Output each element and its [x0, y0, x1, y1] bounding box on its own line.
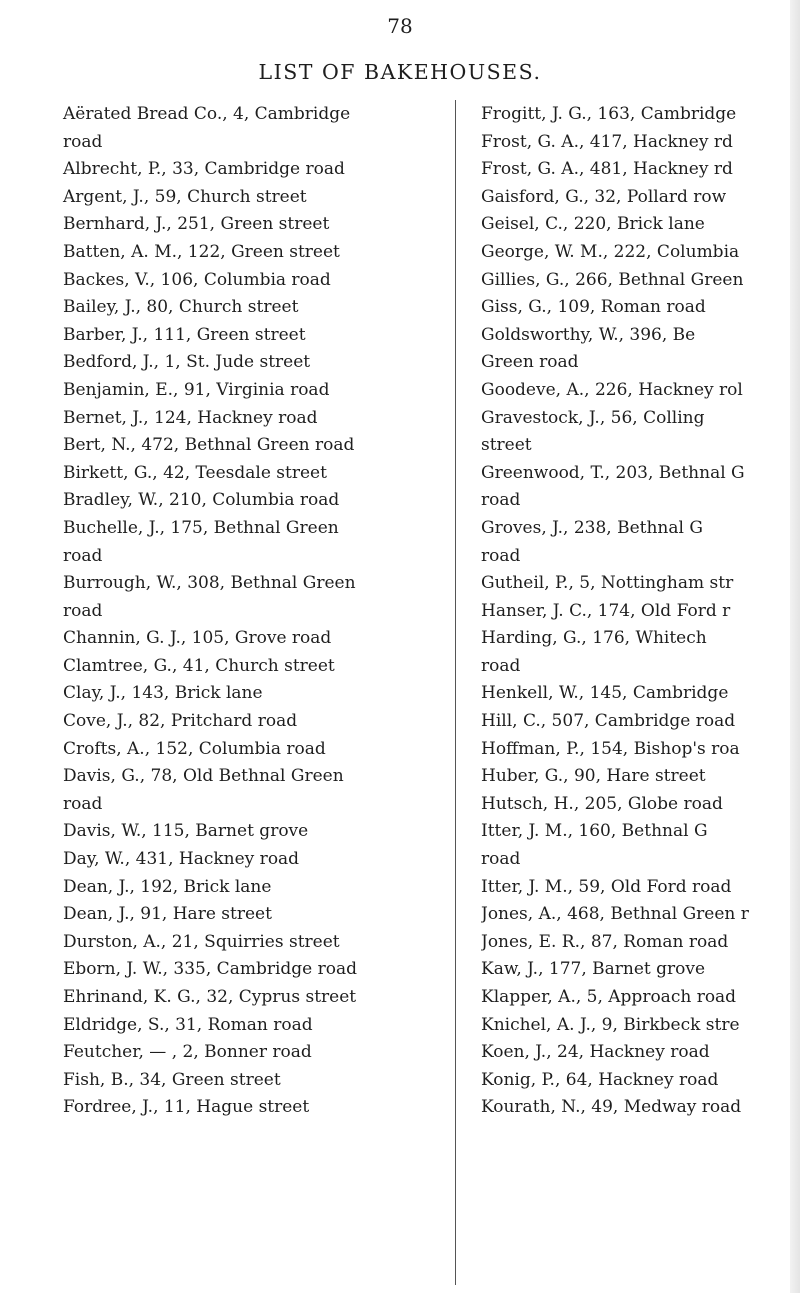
bakehouse-entry: [481, 184, 800, 212]
entry-line: Greenwood, T., 203, Bethnal G: [481, 462, 745, 483]
bakehouse-entry: [63, 1094, 443, 1122]
entry-line: Ehrinand, K. G., 32, Cyprus street: [63, 987, 357, 1007]
entry-line: Feutcher, — , 2, Bonner road: [63, 1042, 312, 1063]
bakehouse-entry: [63, 763, 443, 818]
entry-continuation: road: [63, 131, 103, 152]
bakehouse-entry: [63, 1012, 443, 1040]
entry-line: Goldsworthy, W., 396, Be: [481, 324, 696, 345]
entry-line: Barber, J., 111, Green street: [63, 324, 306, 345]
entry-line: Gravestock, J., 56, Colling: [481, 407, 705, 428]
bakehouse-entry: [63, 101, 443, 156]
entry-continuation: Green road: [481, 352, 579, 373]
entry-line: Hoffman, P., 154, Bishop's roa: [481, 738, 740, 759]
entry-line: Bailey, J., 80, Church street: [63, 297, 299, 318]
bakehouse-entry: [63, 570, 443, 625]
entry-line: Itter, J. M., 59, Old Ford road: [481, 876, 732, 897]
entry-continuation: road: [63, 793, 103, 814]
entry-line: Buchelle, J., 175, Bethnal Green: [63, 517, 339, 538]
entry-line: Backes, V., 106, Columbia road: [63, 269, 331, 290]
page-edge-shadow: [790, 0, 800, 1293]
bakehouse-entry: [63, 184, 443, 212]
bakehouse-entry: [63, 405, 443, 433]
bakehouse-entry: [481, 598, 800, 626]
bakehouse-entry: [63, 377, 443, 405]
bakehouse-entry: [481, 156, 800, 184]
entry-line: Day, W., 431, Hackney road: [63, 849, 300, 870]
column-divider: [455, 100, 456, 1285]
bakehouse-entry: [481, 294, 800, 322]
entry-line: Kourath, N., 49, Medway road: [481, 1097, 742, 1118]
entry-line: Gutheil, P., 5, Nottingham str: [481, 573, 734, 594]
entry-line: Bernet, J., 124, Hackney road: [63, 407, 318, 428]
bakehouse-entry: [63, 239, 443, 267]
bakehouse-entry: [481, 708, 800, 736]
bakehouse-entry: [63, 874, 443, 902]
entry-line: Fordree, J., 11, Hague street: [63, 1097, 310, 1118]
bakehouse-entry: [63, 818, 443, 846]
bakehouse-entry: [63, 708, 443, 736]
entry-line: Birkett, G., 42, Teesdale street: [63, 462, 327, 483]
bakehouse-entry: [63, 349, 443, 377]
entry-line: Fish, B., 34, Green street: [63, 1069, 281, 1090]
bakehouse-entry: [481, 818, 800, 873]
entry-line: Hutsch, H., 205, Globe road: [481, 793, 723, 814]
bakehouse-entry: [481, 1039, 800, 1067]
entry-line: Klapper, A., 5, Approach road: [481, 987, 737, 1007]
entry-line: Eldridge, S., 31, Roman road: [63, 1014, 313, 1035]
entry-line: Hanser, J. C., 174, Old Ford r: [481, 600, 731, 621]
entry-line: Knichel, A. J., 9, Birkbeck stre: [481, 1014, 740, 1035]
entry-line: Geisel, C., 220, Brick lane: [481, 214, 705, 235]
entry-line: Harding, G., 176, Whitech: [481, 628, 707, 649]
bakehouse-entry: [481, 405, 800, 460]
entry-line: Cove, J., 82, Pritchard road: [63, 711, 298, 732]
bakehouse-entry: [63, 901, 443, 929]
entry-continuation: street: [481, 435, 532, 456]
bakehouse-entry: [63, 680, 443, 708]
bakehouse-entry: [63, 929, 443, 957]
entry-line: Crofts, A., 152, Columbia road: [63, 738, 326, 759]
bakehouse-entry: [481, 956, 800, 984]
bakehouse-entry: [481, 680, 800, 708]
bakehouse-entry: [481, 874, 800, 902]
bakehouse-entry: [481, 570, 800, 598]
bakehouse-entry: [63, 653, 443, 681]
page-title: LIST OF BAKEHOUSES.: [258, 60, 542, 84]
entry-continuation: road: [63, 600, 103, 621]
bakehouse-entry: [63, 432, 443, 460]
bakehouse-entry: [63, 736, 443, 764]
entry-line: Burrough, W., 308, Bethnal Green: [63, 573, 356, 594]
entry-line: Eborn, J. W., 335, Cambridge road: [63, 959, 357, 980]
entry-line: Batten, A. M., 122, Green street: [63, 241, 340, 262]
entry-line: Giss, G., 109, Roman road: [481, 297, 706, 318]
bakehouse-entry: [63, 487, 443, 515]
bakehouse-entry: [63, 322, 443, 350]
bakehouse-entry: [481, 515, 800, 570]
entry-line: Bert, N., 472, Bethnal Green road: [63, 435, 355, 456]
entry-line: Koen, J., 24, Hackney road: [481, 1042, 710, 1063]
bakehouse-entry: [481, 267, 800, 295]
bakehouse-entry: [63, 846, 443, 874]
entry-line: George, W. M., 222, Columbia: [481, 241, 740, 262]
bakehouse-entry: [63, 1067, 443, 1095]
entry-line: Durston, A., 21, Squirries street: [63, 931, 340, 952]
bakehouse-entry: [481, 322, 800, 377]
bakehouse-entry: [481, 101, 800, 129]
entry-line: Clamtree, G., 41, Church street: [63, 655, 335, 676]
entry-line: Argent, J., 59, Church street: [63, 186, 307, 207]
entry-line: Jones, E. R., 87, Roman road: [481, 931, 729, 952]
page-number: 78: [387, 14, 413, 38]
bakehouse-entry: [63, 460, 443, 488]
bakehouse-entry: [481, 129, 800, 157]
entry-line: Groves, J., 238, Bethnal G: [481, 517, 703, 538]
bakehouse-entry: [481, 763, 800, 791]
entry-line: Benjamin, E., 91, Virginia road: [63, 379, 330, 400]
bakehouse-entry: [63, 156, 443, 184]
entry-line: Gillies, G., 266, Bethnal Green: [481, 269, 744, 290]
bakehouse-entry: [481, 791, 800, 819]
left-column: [63, 101, 443, 1122]
entry-continuation: road: [481, 849, 521, 870]
entry-line: Aërated Bread Co., 4, Cambridge: [63, 104, 351, 124]
right-column: [481, 101, 800, 1122]
bakehouse-entry: [481, 377, 800, 405]
entry-line: Bernhard, J., 251, Green street: [63, 214, 330, 235]
bakehouse-entry: [481, 1012, 800, 1040]
entry-line: Frogitt, J. G., 163, Cambridge: [481, 104, 737, 124]
bakehouse-entry: [481, 901, 800, 929]
bakehouse-entry: [481, 239, 800, 267]
bakehouse-entry: [63, 294, 443, 322]
entry-line: Itter, J. M., 160, Bethnal G: [481, 821, 708, 842]
bakehouse-entry: [481, 984, 800, 1012]
entry-line: Frost, G. A., 481, Hackney rd: [481, 159, 733, 180]
entry-line: Gaisford, G., 32, Pollard row: [481, 186, 727, 207]
entry-line: Kaw, J., 177, Barnet grove: [481, 959, 706, 980]
bakehouse-entry: [481, 625, 800, 680]
entry-line: Jones, A., 468, Bethnal Green r: [481, 904, 749, 925]
bakehouse-entry: [63, 267, 443, 295]
entry-continuation: road: [481, 490, 521, 511]
entry-continuation: road: [481, 545, 521, 566]
entry-line: Clay, J., 143, Brick lane: [63, 683, 263, 704]
bakehouse-entry: [481, 929, 800, 957]
entry-line: Konig, P., 64, Hackney road: [481, 1069, 719, 1090]
bakehouse-entry: [63, 956, 443, 984]
bakehouse-entry: [481, 460, 800, 515]
bakehouse-entry: [63, 515, 443, 570]
entry-line: Dean, J., 192, Brick lane: [63, 876, 272, 897]
entry-line: Channin, G. J., 105, Grove road: [63, 628, 332, 649]
entry-line: Hill, C., 507, Cambridge road: [481, 711, 736, 732]
bakehouse-entry: [481, 211, 800, 239]
entry-line: Bedford, J., 1, St. Jude street: [63, 352, 311, 373]
entry-line: Frost, G. A., 417, Hackney rd: [481, 131, 733, 152]
bakehouse-entry: [63, 625, 443, 653]
entry-line: Albrecht, P., 33, Cambridge road: [63, 159, 345, 180]
entry-line: Davis, W., 115, Barnet grove: [63, 821, 309, 842]
entry-line: Henkell, W., 145, Cambridge: [481, 683, 729, 704]
entry-line: Huber, G., 90, Hare street: [481, 766, 706, 787]
entry-continuation: road: [63, 545, 103, 566]
entry-line: Davis, G., 78, Old Bethnal Green: [63, 766, 344, 787]
bakehouse-entry: [481, 1067, 800, 1095]
bakehouse-entry: [63, 1039, 443, 1067]
entry-line: Bradley, W., 210, Columbia road: [63, 490, 340, 511]
bakehouse-entry: [63, 211, 443, 239]
entry-continuation: road: [481, 655, 521, 676]
bakehouse-entry: [481, 1094, 800, 1122]
entry-line: Dean, J., 91, Hare street: [63, 904, 272, 925]
bakehouse-entry: [63, 984, 443, 1012]
bakehouse-entry: [481, 736, 800, 764]
entry-line: Goodeve, A., 226, Hackney rol: [481, 379, 743, 400]
